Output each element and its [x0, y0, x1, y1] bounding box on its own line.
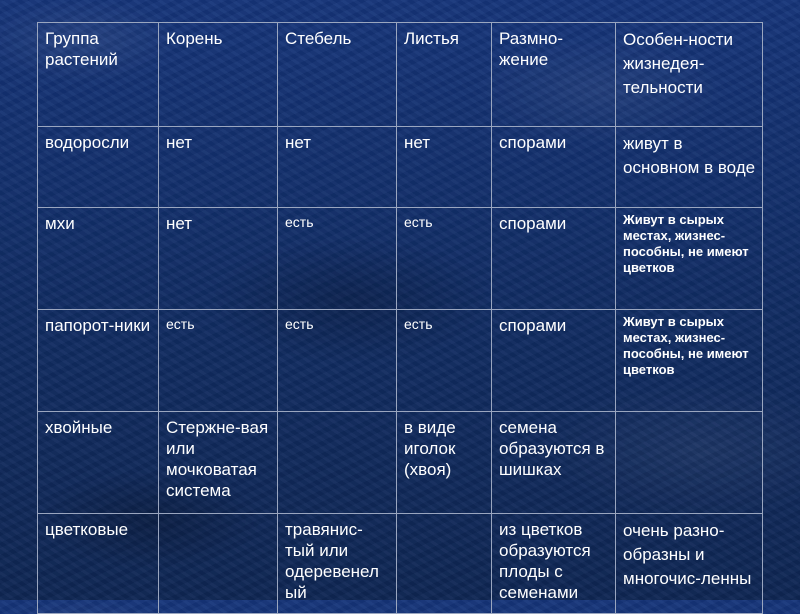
- table-row: [38, 310, 763, 412]
- cell-features: Живут в сырых местах, жизнес-пособны, не имеют цветков: [616, 310, 763, 412]
- cell-root: Стержне-вая или мочковатая система: [159, 412, 278, 514]
- header-stem: Стебель: [278, 23, 397, 127]
- cell-features: очень разно-образны и многочис-ленны: [616, 514, 763, 614]
- cell-reproduction: спорами: [492, 127, 616, 208]
- cell-features: Живут в сырых местах, жизнес-пособны, не имеют цветков: [616, 208, 763, 310]
- cell-stem: травянис-тый или одеревенелый: [278, 514, 397, 614]
- table-header-row: [38, 23, 763, 127]
- cell-features: живут в основном в воде: [616, 127, 763, 208]
- cell-group: цветковые: [38, 514, 159, 614]
- cell-stem: нет: [278, 127, 397, 208]
- cell-reproduction: спорами: [492, 310, 616, 412]
- cell-group: водоросли: [38, 127, 159, 208]
- table-row: [38, 514, 763, 614]
- header-leaves: Листья: [397, 23, 492, 127]
- cell-root: нет: [159, 208, 278, 310]
- table-row: [38, 412, 763, 514]
- cell-stem: [278, 412, 397, 514]
- cell-stem: есть: [278, 310, 397, 412]
- cell-group: папорот-ники: [38, 310, 159, 412]
- cell-leaves: нет: [397, 127, 492, 208]
- header-group: Группа растений: [38, 23, 159, 127]
- cell-reproduction: спорами: [492, 208, 616, 310]
- cell-reproduction: семена образуются в шишках: [492, 412, 616, 514]
- cell-features: [616, 412, 763, 514]
- cell-root: [159, 514, 278, 614]
- cell-root: нет: [159, 127, 278, 208]
- table-row: [38, 127, 763, 208]
- header-features: Особен-ности жизнедея-тельности: [616, 23, 763, 127]
- cell-leaves: есть: [397, 310, 492, 412]
- header-root: Корень: [159, 23, 278, 127]
- header-reproduction: Размно-жение: [492, 23, 616, 127]
- table-row: [38, 208, 763, 310]
- cell-reproduction: из цветков образуются плоды с семенами: [492, 514, 616, 614]
- cell-leaves: [397, 514, 492, 614]
- cell-root: есть: [159, 310, 278, 412]
- cell-leaves: есть: [397, 208, 492, 310]
- cell-leaves: в виде иголок (хвоя): [397, 412, 492, 514]
- cell-group: мхи: [38, 208, 159, 310]
- cell-group: хвойные: [38, 412, 159, 514]
- plant-groups-table: [37, 22, 763, 614]
- cell-stem: есть: [278, 208, 397, 310]
